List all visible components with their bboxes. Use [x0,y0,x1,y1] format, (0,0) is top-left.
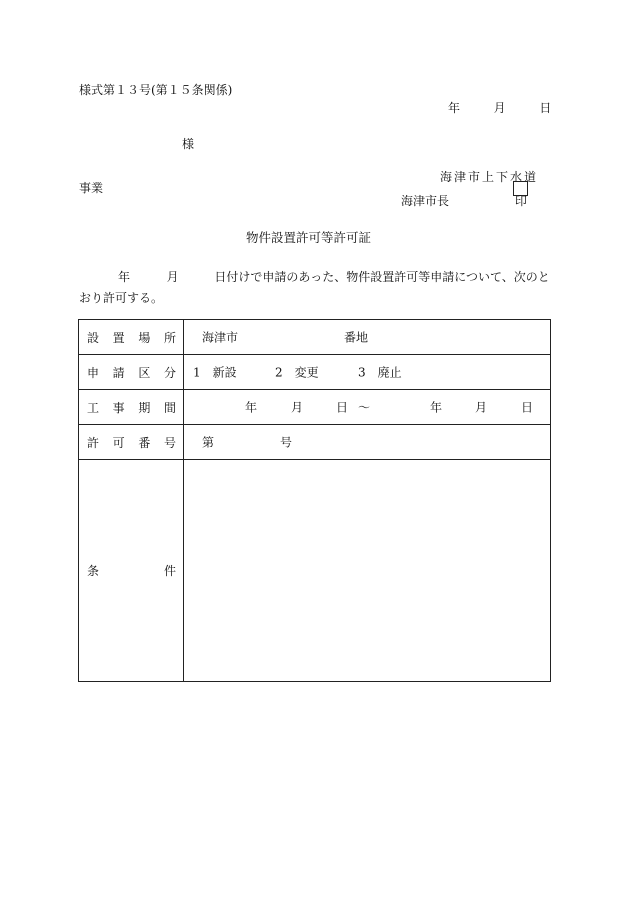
date-year-label: 年 [448,101,461,115]
operator-label: 事業 [79,181,104,195]
issuer-mayor: 海津市長 [401,194,450,208]
permit-number-prefix: 第 [202,435,215,450]
issue-date [448,102,551,114]
value-permit-number [184,425,551,460]
label-conditions: 条 件 [79,460,184,682]
label-construction-period: 工 事 期 間 [79,390,184,425]
option-abolish: 3 廃止 [358,365,402,380]
body-text-line-1 [118,271,550,283]
period-separator: ～ [358,400,371,415]
value-construction-period [184,390,551,425]
label-application-type: 申 請 区 分 [79,355,184,390]
body-text-line-2: おり許可する。 [79,291,164,305]
period-end-year: 年 [430,400,443,415]
location-lot: 番地 [344,330,369,345]
row-conditions [79,460,551,682]
period-end-month: 月 [475,400,488,415]
row-location [79,320,551,355]
period-start-day: 日 [336,400,349,415]
option-change: 2 変更 [275,365,319,380]
option-new: 1 新設 [193,365,237,380]
form-number: 様式第１３号(第１５条関係) [79,83,233,97]
value-application-type [184,355,551,390]
body-year-label: 年 [118,270,131,284]
location-city: 海津市 [202,330,239,345]
value-conditions [184,460,551,682]
body-text-rest: 日付けで申請のあった、物件設置許可等申請について、次のと [214,270,550,284]
document-title: 物件設置許可等許可証 [246,230,372,245]
row-application-type [79,355,551,390]
period-start-year: 年 [245,400,258,415]
issuer-organization: 海津市上下水道 [440,170,539,184]
seal-label: 印 [515,194,528,208]
row-permit-number [79,425,551,460]
permit-table [78,319,551,682]
period-start-month: 月 [291,400,304,415]
label-permit-number: 許 可 番 号 [79,425,184,460]
addressee-suffix: 様 [182,137,195,151]
body-month-label: 月 [166,270,179,284]
row-construction-period [79,390,551,425]
date-month-label: 月 [493,101,506,115]
period-end-day: 日 [521,400,534,415]
date-day-label: 日 [539,101,552,115]
permit-number-suffix: 号 [280,435,293,450]
label-location: 設 置 場 所 [79,320,184,355]
value-location [184,320,551,355]
